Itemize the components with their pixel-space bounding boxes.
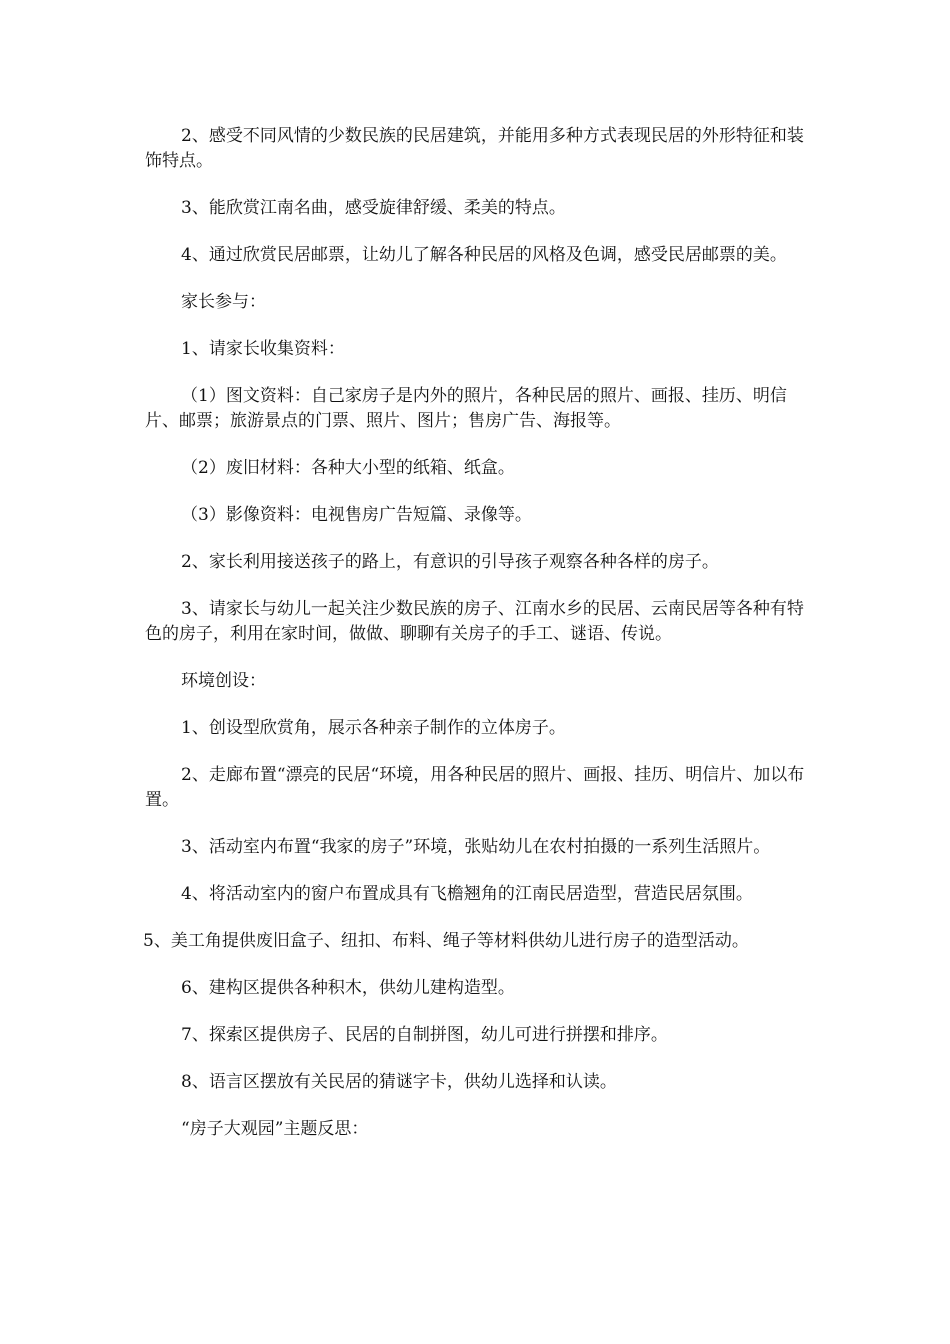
paragraph-env-4: 4、将活动室内的窗户布置成具有飞檐翘角的江南民居造型，营造民居氛围。 (181, 884, 753, 904)
document-body (145, 124, 815, 1164)
paragraph-env-6: 6、建构区提供各种积木，供幼儿建构造型。 (181, 978, 515, 998)
paragraph-env-2: 2、走廊布置“漂亮的民居“环境，用各种民居的照片、画报、挂历、明信片、加以布置。 (145, 765, 805, 810)
paragraph-env-3: 3、活动室内布置“我家的房子”环境，张贴幼儿在农村拍摄的一系列生活照片。 (181, 837, 771, 857)
paragraph-parent-1: 1、请家长收集资料： (181, 339, 345, 359)
paragraph-env-7: 7、探索区提供房子、民居的自制拼图，幼儿可进行拼摆和排序。 (181, 1025, 668, 1045)
paragraph-env-1: 1、创设型欣赏角，展示各种亲子制作的立体房子。 (181, 718, 566, 738)
paragraph-env-5: 5、美工角提供废旧盒子、纽扣、布料、绳子等材料供幼儿进行房子的造型活动。 (143, 931, 749, 951)
paragraph-goal-2: 2、感受不同风情的少数民族的民居建筑，并能用多种方式表现民居的外形特征和装饰特点。 (145, 126, 804, 171)
paragraph-goal-3: 3、能欣赏江南名曲，感受旋律舒缓、柔美的特点。 (181, 198, 566, 218)
paragraph-parent-3: 3、请家长与幼儿一起关注少数民族的房子、江南水乡的民居、云南民居等各种有特色的房子，利用在家时间，做做、聊聊有关房子的手工、谜语、传说。 (145, 599, 804, 644)
heading-parent-participation: 家长参与： (181, 292, 266, 312)
paragraph-parent-2: 2、家长利用接送孩子的路上，有意识的引导孩子观察各种各样的房子。 (181, 552, 719, 572)
heading-theme-reflection: “房子大观园”主题反思： (181, 1119, 369, 1139)
paragraph-env-8: 8、语言区摆放有关民居的猜谜字卡，供幼儿选择和认读。 (181, 1072, 617, 1092)
paragraph-parent-1-3: （3）影像资料：电视售房广告短篇、录像等。 (181, 505, 532, 525)
paragraph-goal-4: 4、通过欣赏民居邮票，让幼儿了解各种民居的风格及色调，感受民居邮票的美。 (181, 245, 787, 265)
heading-environment: 环境创设： (181, 671, 266, 691)
paragraph-parent-1-2: （2）废旧材料：各种大小型的纸箱、纸盒。 (181, 458, 515, 478)
paragraph-parent-1-1: （1）图文资料：自己家房子是内外的照片，各种民居的照片、画报、挂历、明信片、邮票；旅游景点的门票、照片、图片；售房广告、海报等。 (145, 386, 787, 431)
